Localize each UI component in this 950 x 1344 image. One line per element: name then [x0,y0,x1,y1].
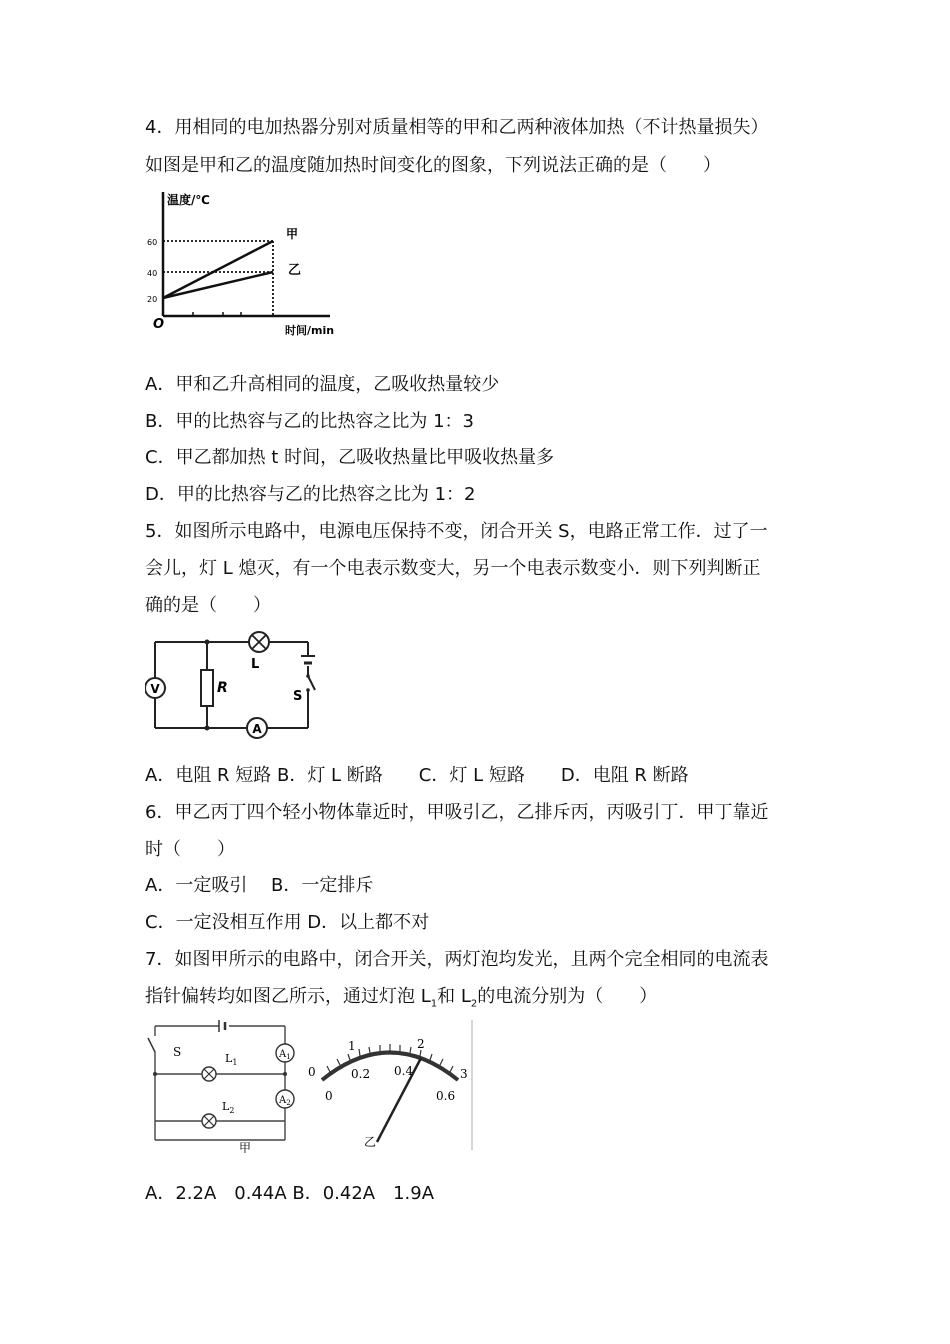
q7-figure-yi-caption: 乙 [364,1135,377,1149]
lamp-label: L [251,657,260,672]
q7-lamp1-symbol [202,1067,216,1081]
dial-upper-1: 1 [348,1039,356,1053]
q7-sub-1: 1 [430,998,438,1010]
tick-40: 40 [147,269,158,278]
y-axis-label: 温度/℃ [167,193,210,207]
q7-ammeter2-label: $A_2$ [279,1095,291,1107]
q4-option-d: D．甲的比热容与乙的比热容之比为 1：2 [145,484,476,505]
origin-label: O [153,317,165,332]
series-jia-label: 甲 [286,227,299,241]
switch-label: S [293,689,303,704]
q7-lamp1-label: $L_1$ [225,1052,238,1067]
dial-upper-3: 3 [460,1067,468,1081]
dial-arc [322,1053,458,1081]
dial-upper-0: 0 [308,1065,316,1079]
q5-options: A．电阻 R 短路 B．灯 L 断路 C．灯 L 短路 D．电阻 R 断路 [145,765,689,786]
temperature-time-graph [145,186,355,341]
q7-circuit-diagram [145,1018,305,1153]
dial-lower-06: 0.6 [436,1089,456,1103]
series-yi-line [163,272,273,298]
switch-lever [308,676,315,690]
q6-options-line2: C．一定没相互作用 D．以上都不对 [145,912,430,933]
lamp-symbol [249,632,269,652]
q4-stem-line2: 如图是甲和乙的温度随加热时间变化的图象，下列说法正确的是（ ） [145,155,721,176]
tick-20: 20 [147,295,158,304]
ammeter-label: A [252,722,262,736]
voltmeter-label: V [150,682,160,696]
dial-lower-02: 0.2 [351,1067,371,1081]
q6-stem-line1: 6．甲乙丙丁四个轻小物体靠近时，甲吸引乙，乙排斥丙，丙吸引丁．甲丁靠近 [145,802,769,823]
q7-options: A．2.2A 0.44A B．0.42A 1.9A [145,1183,435,1204]
x-axis-label: 时间/min [285,324,335,337]
q7-ammeter1-label: $A_1$ [279,1049,291,1061]
q4-option-b: B．甲的比热容与乙的比热容之比为 1：3 [145,411,474,432]
series-jia-line [163,241,273,298]
dial-lower-04: 0.4 [394,1064,414,1078]
q7-ammeter-dial [300,1020,475,1152]
q7-lamp2-symbol [202,1114,216,1128]
resistor-label: R [217,680,228,696]
series-yi-label: 乙 [288,263,302,278]
tick-60: 60 [147,238,158,247]
q4-stem-line1: 4．用相同的电加热器分别对质量相等的甲和乙两种液体加热（不计热量损失） [145,117,769,138]
q6-stem-line2: 时（ ） [145,839,235,860]
q7-lamp2-label: $L_2$ [222,1100,235,1115]
q5-stem-line2: 会儿，灯 L 熄灭，有一个电表示数变大，另一个电表示数变小．则下列判断正 [145,558,761,579]
q4-option-a: A．甲和乙升高相同的温度，乙吸收热量较少 [145,374,500,395]
q7-figure-jia-caption: 甲 [239,1141,252,1153]
q4-option-c: C．甲乙都加热 t 时间，乙吸收热量比甲吸收热量多 [145,447,555,468]
q7-switch-label: S [173,1045,182,1059]
dial-upper-2: 2 [417,1037,425,1051]
q7-switch-lever [148,1038,155,1052]
q7-stem-line2: 指针偏转均如图乙所示，通过灯泡 $L_1$和 $L_2$的电流分别为（ ） [145,986,658,1010]
q5-stem-line3: 确的是（ ） [145,595,271,616]
q5-circuit-diagram [145,628,325,740]
dial-ticks [327,1044,453,1072]
q5-stem-line1: 5．如图所示电路中，电源电压保持不变，闭合开关 S，电路正常工作．过了一 [145,521,768,542]
q6-options-line1: A．一定吸引 B．一定排斥 [145,875,374,896]
dial-lower-0: 0 [325,1089,333,1103]
q7-stem-line1: 7．如图甲所示的电路中，闭合开关，两灯泡均发光，且两个完全相同的电流表 [145,949,769,970]
q7-sub-2: 2 [470,998,478,1010]
